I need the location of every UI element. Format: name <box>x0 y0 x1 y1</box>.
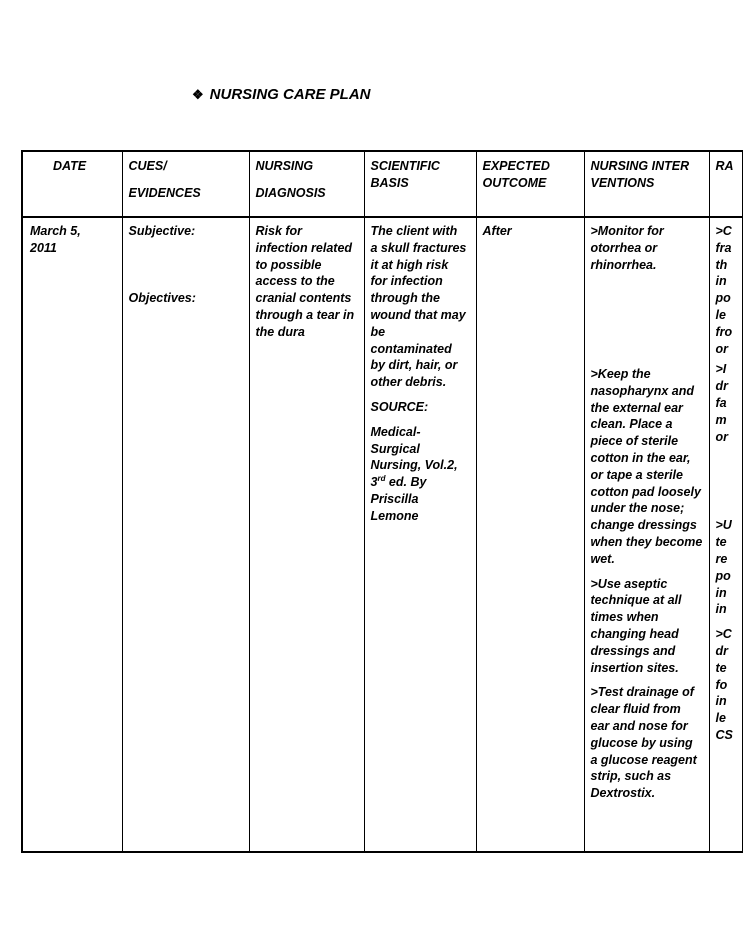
intervention-item: >Monitor for otorrhea or rhinorrhea. <box>590 224 664 272</box>
rationale-fragment: >C dr te fo in le CS <box>715 627 733 742</box>
header-cues: CUES/ EVIDENCES <box>122 151 249 217</box>
header-rationale: RA <box>709 151 742 217</box>
table-header-row <box>22 151 742 217</box>
basis-text: The client with a skull fractures it at high risk for infection through the wound that may be contaminated by dirt, hair, or other debris. <box>370 224 467 390</box>
header-date: DATE <box>22 151 122 217</box>
cell-cues <box>122 217 249 852</box>
intervention-item: >Use aseptic technique at all times when changing head dressings and insertion sites. <box>590 576 682 675</box>
cell-scientific-basis <box>364 217 476 852</box>
rationale-fragment: >U te re po in in <box>715 518 732 617</box>
rationale-fragment: >C fra th in po le fro or <box>715 224 733 356</box>
cell-diagnosis: Risk for infection related to possible access to the cranial contents through a tear in the dura <box>249 217 364 852</box>
intervention-item: >Test drainage of clear fluid from ear and nose for glucose by using a glucose reagent strip, such as Dextrostix. <box>590 685 697 801</box>
header-nursing-interventions: NURSING INTERVENTIONS <box>584 151 709 217</box>
intervention-item: >Keep the nasopharynx and the external ear clean. Place a piece of sterile cotton in the ear, or tape a sterile cotton pad loosely under the nose; change dressings when they become wet. <box>590 367 703 566</box>
cell-rationale <box>709 217 742 852</box>
source-label: SOURCE: <box>370 399 429 414</box>
page-title-text: NURSING CARE PLAN <box>209 86 371 103</box>
reference-text: Medical-Surgical Nursing, Vol.2, 3rd ed. By Priscilla Lemone <box>370 424 458 523</box>
subjective-label: Subjective: <box>128 224 196 238</box>
header-expected-outcome: EXPECTED OUTCOME <box>476 151 584 217</box>
cell-interventions <box>584 217 709 852</box>
care-plan-table <box>21 150 743 853</box>
cell-date: March 5, 2011 <box>22 217 122 852</box>
rationale-fragment: >I dr fa m or <box>715 362 728 444</box>
diamond-bullet-icon: ❖ <box>192 87 204 102</box>
objectives-label: Objectives: <box>128 290 196 305</box>
header-diagnosis: NURSING DIAGNOSIS <box>249 151 364 217</box>
cell-expected-outcome: After <box>476 217 584 852</box>
header-scientific-basis: SCIENTIFIC BASIS <box>364 151 476 217</box>
page-title <box>192 86 371 103</box>
table-row <box>22 217 742 852</box>
